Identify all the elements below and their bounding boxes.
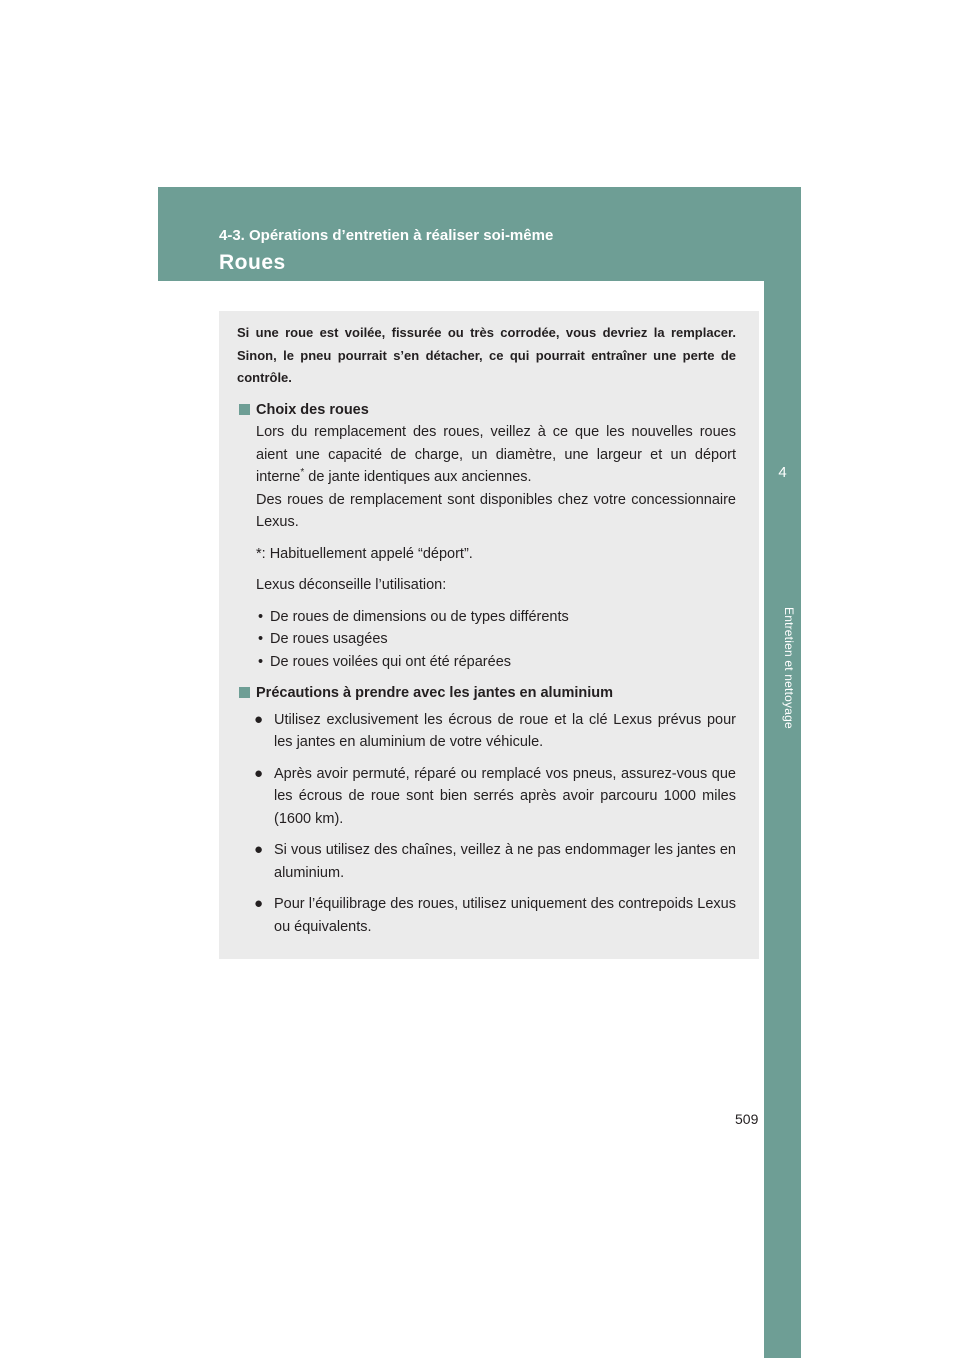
bullet-dot-icon: •	[258, 608, 264, 625]
list-item	[237, 709, 736, 754]
chapter-side-tab[interactable]	[764, 187, 801, 1358]
intro-text: Si une roue est voilée, fissurée ou très corrodée, vous devriez la remplacer. Sinon, le pneu pourrait s’en détacher, ce qui pourrait entraîner une perte de contrôle.	[237, 325, 736, 385]
subheading-label: Choix des roues	[256, 401, 369, 418]
subheading-label: Précautions à prendre avec les jantes en aluminium	[256, 685, 613, 701]
list-item	[237, 606, 736, 629]
bullet-dot-icon: •	[258, 653, 264, 670]
circle-bullet-icon: ●	[254, 895, 264, 912]
circle-bullet-icon: ●	[254, 841, 264, 858]
list-item	[237, 893, 736, 938]
footnote: *: Habituellement appelé “déport”.	[256, 545, 473, 562]
square-bullet-icon	[239, 687, 250, 698]
bullet-list	[237, 606, 736, 674]
list-item-text: De roues usagées	[270, 631, 388, 647]
footnote-marker: *	[300, 467, 305, 479]
square-bullet-icon	[239, 404, 250, 415]
content-panel	[219, 311, 759, 959]
paragraph-text: Lors du remplacement des roues, veillez à ce que les nouvelles roues aient une capacité de charge, un diamètre, une largeur et un déport interne	[256, 424, 736, 485]
list-item-text: Pour l’équilibrage des roues, utilisez uniquement des contrepoids Lexus ou équivalents.	[274, 896, 736, 935]
page-title: Roues	[219, 251, 286, 274]
section-number: 4-3. Opérations d’entretien à réaliser soi-même	[219, 227, 554, 244]
chapter-number: 4	[778, 464, 787, 481]
section-header	[158, 187, 801, 281]
lead-text: Lexus déconseille l’utilisation:	[256, 577, 447, 593]
list-item-text: Après avoir permuté, réparé ou remplacé vos pneus, assurez-vous que les écrous de roue sont bien serrés après avoir parcouru 1000 miles (1600 km).	[274, 765, 736, 827]
subheading-precautions	[237, 682, 736, 705]
list-item	[237, 763, 736, 831]
list-item-text: De roues voilées qui ont été réparées	[270, 653, 512, 670]
list-item-text: Si vous utilisez des chaînes, veillez à ne pas endommager les jantes en aluminium.	[274, 842, 736, 881]
circle-bullet-icon: ●	[254, 710, 264, 728]
list-item	[237, 628, 736, 651]
subheading-choix	[237, 399, 736, 422]
list-item	[237, 651, 736, 674]
paragraph-replacement	[256, 421, 736, 489]
chapter-label: Entretien et nettoyage	[782, 607, 796, 729]
bullet-dot-icon: •	[258, 631, 264, 647]
list-item	[237, 839, 736, 884]
circle-bullet-icon: ●	[254, 764, 264, 782]
paragraph-dealer: Des roues de remplacement sont disponibles chez votre concessionnaire Lexus.	[256, 491, 736, 530]
list-item-text: De roues de dimensions ou de types différents	[270, 608, 569, 625]
list-item-text: Utilisez exclusivement les écrous de roue et la clé Lexus prévus pour les jantes en aluminium de votre véhicule.	[274, 711, 736, 750]
paragraph-text-end: de jante identiques aux anciennes.	[304, 469, 532, 485]
page-number: 509	[735, 1111, 759, 1127]
